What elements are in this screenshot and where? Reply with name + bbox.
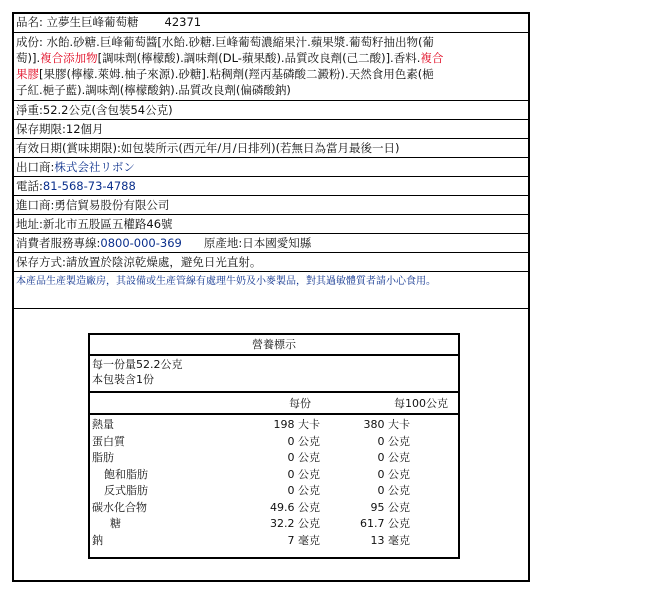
divider [14, 176, 528, 177]
exporter [16, 160, 528, 175]
value-per-100g: 0 公克 [377, 451, 410, 464]
value-per-100g: 0 公克 [377, 484, 410, 497]
servings-per-pack: 本包裝含1份 [92, 373, 154, 386]
nutrition-title: 營養標示 [252, 338, 296, 351]
value-per-serving: 0 公克 [287, 451, 320, 464]
ingredients-text: [調味劑(檸檬酸).調味劑(DL-蘋果酸).品質改良劑(己二酸)].香料. [97, 51, 421, 65]
value-per-100g: 380 大卡 [363, 418, 410, 431]
value-per-100g: 0 公克 [377, 467, 410, 481]
value-per-serving: 32.2 公克 [270, 517, 320, 530]
divider [14, 271, 528, 272]
address: 地址:新北市五股區五權路46號 [16, 217, 173, 231]
name-prefix: 品名: [16, 15, 43, 29]
ingredients-line-3 [16, 67, 528, 82]
product-code: 42371 [164, 15, 202, 29]
storage: 保存方式:請放置於陰涼乾燥處，避免日光直射。 [16, 255, 262, 269]
divider [14, 233, 528, 234]
ingredients-line-4: 子紅.梔子藍).調味劑(檸檬酸鈉).品質改良劑(偏磷酸鈉) [16, 83, 291, 97]
hotline-value: 0800-000-369 [100, 236, 182, 250]
nutrient-name: 飽和脂肪 [104, 467, 148, 481]
ingredients-text: 萄)]. [16, 51, 41, 65]
hotline-origin [16, 236, 528, 251]
product-label [12, 12, 530, 582]
nutrient-name: 糖 [110, 517, 121, 530]
phone-label: 電話: [16, 179, 43, 193]
value-per-serving: 49.6 公克 [270, 500, 320, 514]
divider [14, 157, 528, 158]
shelf-life: 保存期限:12個月 [16, 122, 104, 136]
divider [14, 119, 528, 120]
nutrient-name: 脂肪 [92, 451, 114, 464]
divider [14, 32, 528, 33]
divider [14, 100, 528, 101]
exporter-value: 株式会社リボン [54, 160, 135, 174]
nutrient-name: 蛋白質 [92, 434, 125, 448]
nutrient-name: 碳水化合物 [92, 500, 147, 514]
nutrition-facts-table [88, 333, 460, 559]
ingredients-line-2 [16, 51, 528, 66]
divider [14, 308, 528, 309]
net-weight: 淨重:52.2公克(含包裝54公克) [16, 103, 173, 117]
col-per-serving: 每份 [289, 397, 311, 410]
phone-value: 81-568-73-4788 [42, 179, 136, 193]
value-per-serving: 0 公克 [287, 434, 320, 448]
value-per-serving: 7 毫克 [287, 533, 320, 547]
ingredients-text: [果膠(檸檬.萊姆.柚子來源).砂糖].粘稠劑(羥丙基磷酸二澱粉).天然食用色素(梔 [39, 67, 434, 81]
exporter-label: 出口商: [16, 160, 55, 174]
nutrient-name: 反式脂肪 [104, 484, 148, 497]
compound-highlight: 複合 [420, 51, 444, 65]
origin: 原產地:日本國愛知縣 [203, 236, 312, 250]
divider [14, 214, 528, 215]
value-per-serving: 0 公克 [287, 467, 320, 481]
divider [14, 138, 528, 139]
value-per-100g: 61.7 公克 [360, 517, 410, 530]
product-name-line [16, 15, 528, 30]
allergen-notice: 本產品生產製造廠房，其設備或生產管線有處理牛奶及小麥製品，對其過敏體質者請小心食用。 [16, 276, 436, 287]
nutrient-name: 鈉 [92, 533, 103, 547]
importer: 進口商:勇信貿易股份有限公司 [16, 198, 170, 212]
compound-additive-highlight: 複合添加物 [40, 51, 98, 65]
hotline-label: 消費者服務專線: [16, 236, 101, 250]
value-per-serving: 0 公克 [287, 484, 320, 497]
value-per-100g: 0 公克 [377, 434, 410, 448]
product-name: 立夢生巨峰葡萄糖 [46, 15, 139, 29]
divider [90, 413, 458, 415]
divider [14, 252, 528, 253]
col-per-100g: 每100公克 [394, 397, 448, 410]
divider [90, 354, 458, 356]
pectin-highlight: 果膠 [16, 67, 39, 81]
value-per-100g: 95 公克 [370, 500, 410, 514]
ingredients-line-1: 成份: 水飴.砂糖.巨峰葡萄醬[水飴.砂糖.巨峰葡萄濃縮果汁.蘋果漿.葡萄籽抽出物(葡 [16, 35, 434, 49]
serving-size: 每一份量52.2公克 [92, 358, 183, 371]
nutrient-name: 熱量 [92, 418, 114, 431]
phone [16, 179, 528, 194]
expiry-date: 有效日期(賞味期限):如包裝所示(西元年/月/日排列)(若無日為當月最後一日) [16, 141, 400, 155]
divider [14, 195, 528, 196]
divider [90, 391, 458, 393]
value-per-100g: 13 毫克 [370, 533, 410, 547]
value-per-serving: 198 大卡 [273, 418, 320, 431]
